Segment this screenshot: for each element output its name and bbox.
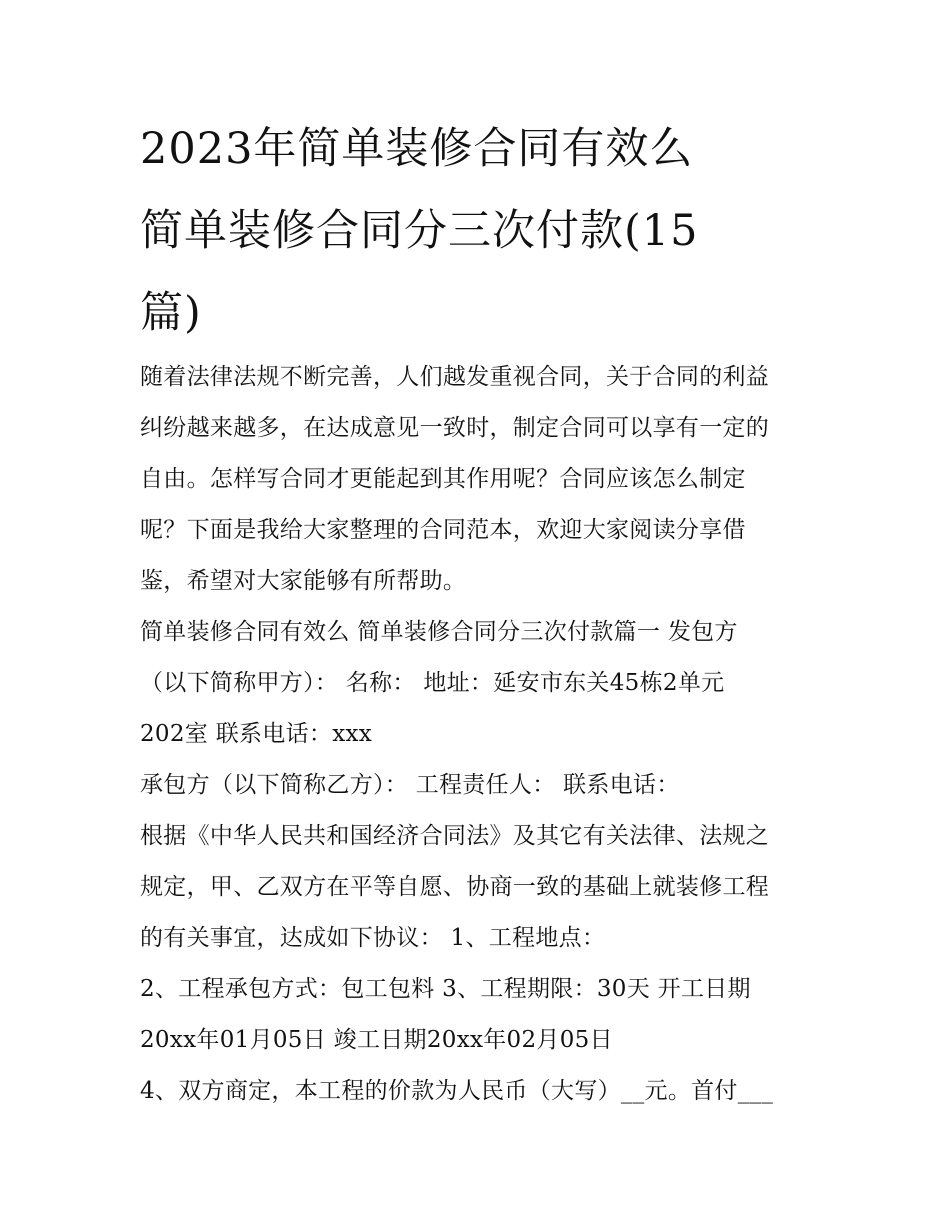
body-line-15: 4、双方商定，本工程的价款为人民币（大写）__元。首付___ xyxy=(140,1078,774,1104)
body-line-7: （以下简称甲方）： 名称： 地址：延安市东关45栋2单元 xyxy=(140,670,725,696)
document-body xyxy=(140,352,820,1117)
body-line-5: 鉴，希望对大家能够有所帮助。 xyxy=(140,568,467,594)
body-line-9: 承包方（以下简称乙方）： 工程责任人： 联系电话： xyxy=(140,772,680,798)
body-line-8: 202室 联系电话：xxx xyxy=(140,721,373,747)
title-line-2: 简单装修合同分三次付款(15 xyxy=(140,206,699,256)
body-line-13: 2、工程承包方式：包工包料 3、工程期限：30天 开工日期 xyxy=(140,976,751,1002)
body-line-1: 随着法律法规不断完善，人们越发重视合同，关于合同的利益 xyxy=(140,364,770,390)
title-line-1: 2023年简单装修合同有效么 xyxy=(140,124,694,174)
body-line-2: 纠纷越来越多，在达成意见一致时，制定合同可以享有一定的 xyxy=(140,415,770,441)
body-line-6: 简单装修合同有效么 简单装修合同分三次付款篇一 发包方 xyxy=(140,619,738,645)
body-line-14: 20xx年01月05日 竣工日期20xx年02月05日 xyxy=(140,1027,613,1053)
body-line-4: 呢？下面是我给大家整理的合同范本，欢迎大家阅读分享借 xyxy=(140,517,746,543)
body-line-12: 的有关事宜，达成如下协议： 1、工程地点： xyxy=(140,925,606,951)
body-line-3: 自由。怎样写合同才更能起到其作用呢？合同应该怎么制定 xyxy=(140,466,746,492)
body-line-10: 根据《中华人民共和国经济合同法》及其它有关法律、法规之 xyxy=(140,823,770,849)
body-line-11: 规定，甲、乙双方在平等自愿、协商一致的基础上就装修工程 xyxy=(140,874,770,900)
document-title xyxy=(140,108,820,354)
title-line-3: 篇) xyxy=(140,288,202,338)
